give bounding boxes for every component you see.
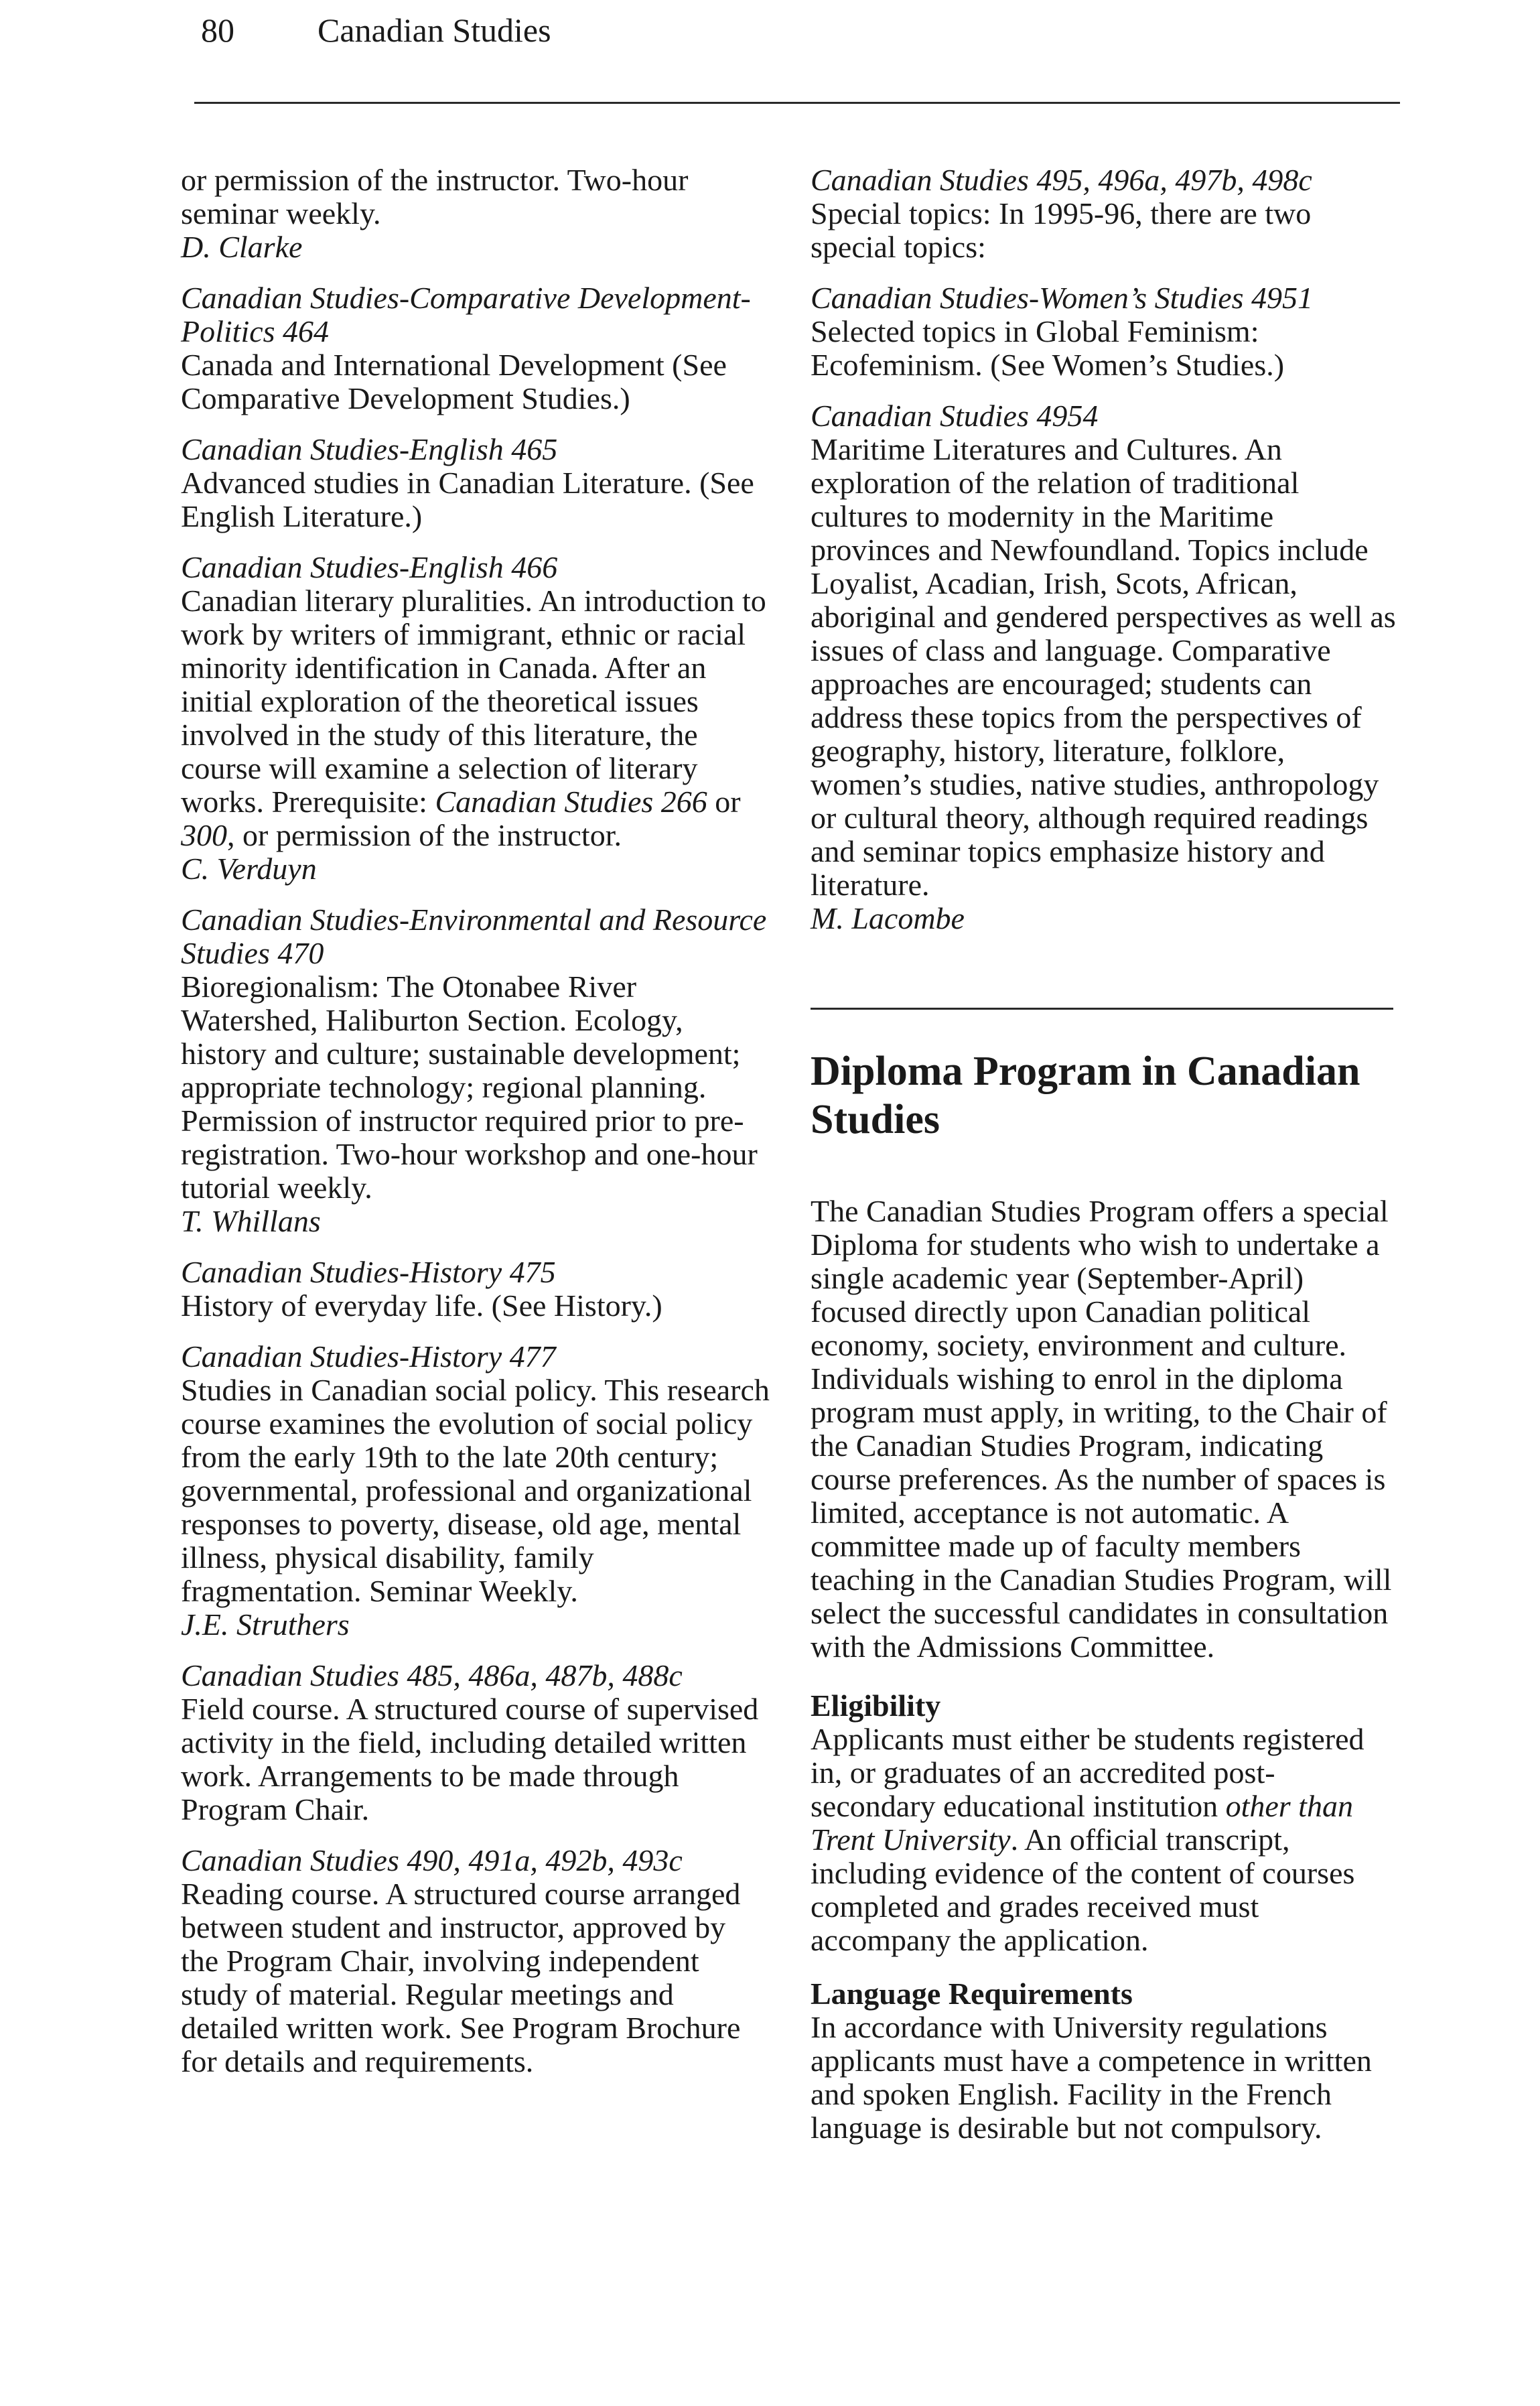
description-text: , or permission of the instructor. [227,818,622,852]
course-title: Canadian Studies-Women’s Studies 4951 [811,281,1314,315]
course-entry [811,281,1400,382]
course-instructor: M. Lacombe [811,901,965,935]
course-description [181,584,770,852]
course-title: Canadian Studies 4954 [811,399,1099,433]
course-description: or permission of the instructor. Two-hour seminar weekly. [181,163,689,230]
course-description: Maritime Literatures and Cultures. An exploration of the relation of traditional cultures to modernity in the Maritime provinces and Newfoundland. Topics include Loyalist, Acadian, Irish, Scots, African, aboriginal and gendered perspectives as well as issues of class and language. Comparative approaches are encouraged; students can address these topics from the perspectives of geography, history, literature, folklore, women’s studies, native studies, anthropology or cultural theory, although required readings and seminar topics emphasize history and literature. [811,432,1396,902]
course-title: Canadian Studies 485, 486a, 487b, 488c [181,1658,683,1692]
course-entry [181,1340,770,1642]
language-section [811,1977,1400,2145]
course-description: Selected topics in Global Feminism: Ecofeminism. (See Women’s Studies.) [811,314,1285,382]
course-title: Canadian Studies-History 477 [181,1339,556,1374]
course-title: Canadian Studies-English 466 [181,550,558,584]
course-entry [181,163,770,264]
course-entry [181,433,770,533]
prerequisite-course: 300 [181,818,227,852]
eligibility-text: Applicants must either be students registered in, or graduates of an accredited post-secondary educational institution [811,1722,1364,1823]
course-instructor: C. Verduyn [181,852,317,886]
course-instructor: J.E. Struthers [181,1607,350,1642]
right-column [811,163,1400,2165]
course-title: Canadian Studies-Environmental and Resource Studies 470 [181,903,767,970]
course-description: Reading course. A structured course arranged between student and instructor, approved by the Program Chair, involving independent study of material. Regular meetings and detailed written work. See Program Brochure for details and requirements. [181,1877,741,2078]
description-text: or [707,785,741,819]
course-description: Special topics: In 1995-96, there are two special topics: [811,196,1312,264]
eligibility-section [811,1689,1400,1957]
section-title: Diploma Program in Canadian Studies [811,1049,1360,1142]
language-heading: Language Requirements [811,1977,1133,2011]
course-description: Bioregionalism: The Otonabee River Watershed, Haliburton Section. Ecology, history and culture; sustainable development; appropriate technology; regional planning. Permission of instructor required prior to pre-registration. Two-hour workshop and one-hour tutorial weekly. [181,970,758,1205]
header-rule [194,102,1400,104]
course-instructor: T. Whillans [181,1204,321,1238]
course-entry [181,281,770,415]
left-column [181,163,770,2096]
course-entry [811,163,1400,264]
course-entry [811,399,1400,935]
course-entry [181,551,770,886]
description-text: Canadian literary pluralities. An introduction to work by writers of immigrant, ethnic or racial minority identification in Canada. After an initial exploration of the theoretical issues involved in the study of this literature, the course will examine a selection of literary works. Prerequisite: [181,584,766,819]
course-description: Field course. A structured course of supervised activity in the field, including detailed written work. Arrangements to be made through Program Chair. [181,1692,759,1826]
course-title: Canadian Studies-English 465 [181,432,558,466]
course-description: Canada and International Development (See Comparative Development Studies.) [181,348,727,415]
course-description: Studies in Canadian social policy. This research course examines the evolution of social policy from the early 19th to the late 20th century; governmental, professional and organizational responses to poverty, disease, old age, mental illness, physical disability, family fragmentation. Seminar Weekly. [181,1373,770,1608]
eligibility-heading: Eligibility [811,1688,941,1723]
course-entry [181,1659,770,1826]
page-number: 80 [201,11,234,49]
course-description: Advanced studies in Canadian Literature. (See English Literature.) [181,466,754,533]
course-title: Canadian Studies-History 475 [181,1255,556,1289]
eligibility-text: . An official transcript, including evidence of the content of courses completed and grades received must accompany the application. [811,1822,1355,1957]
section-divider [811,1008,1393,1010]
course-entry [181,1844,770,2078]
course-instructor: D. Clarke [181,230,303,264]
prerequisite-course: Canadian Studies 266 [435,785,707,819]
running-head: Canadian Studies [318,11,551,49]
diploma-intro: The Canadian Studies Program offers a special Diploma for students who wish to undertake a single academic year (September-April) focused directly upon Canadian political economy, society, environment and culture. Individuals wishing to enrol in the diploma program must apply, in writing, to the Chair of the Canadian Studies Program, indicating course preferences. As the number of spaces is limited, acceptance is not automatic. A committee made up of faculty members teaching in the Canadian Studies Program, will select the successful candidates in consultation with the Admissions Committee. [811,1194,1392,1664]
course-title: Canadian Studies 490, 491a, 492b, 493c [181,1843,683,1877]
course-title: Canadian Studies 495, 496a, 497b, 498c [811,163,1312,197]
course-entry [181,1256,770,1323]
eligibility-emphasis: other than Trent University [811,1789,1353,1857]
language-text: In accordance with University regulations applicants must have a competence in written and spoken English. Facility in the French language is desirable but not compulsory. [811,2010,1372,2145]
course-title: Canadian Studies-Comparative Development-Politics 464 [181,281,751,348]
course-entry [181,903,770,1238]
course-description: History of everyday life. (See History.) [181,1288,662,1323]
